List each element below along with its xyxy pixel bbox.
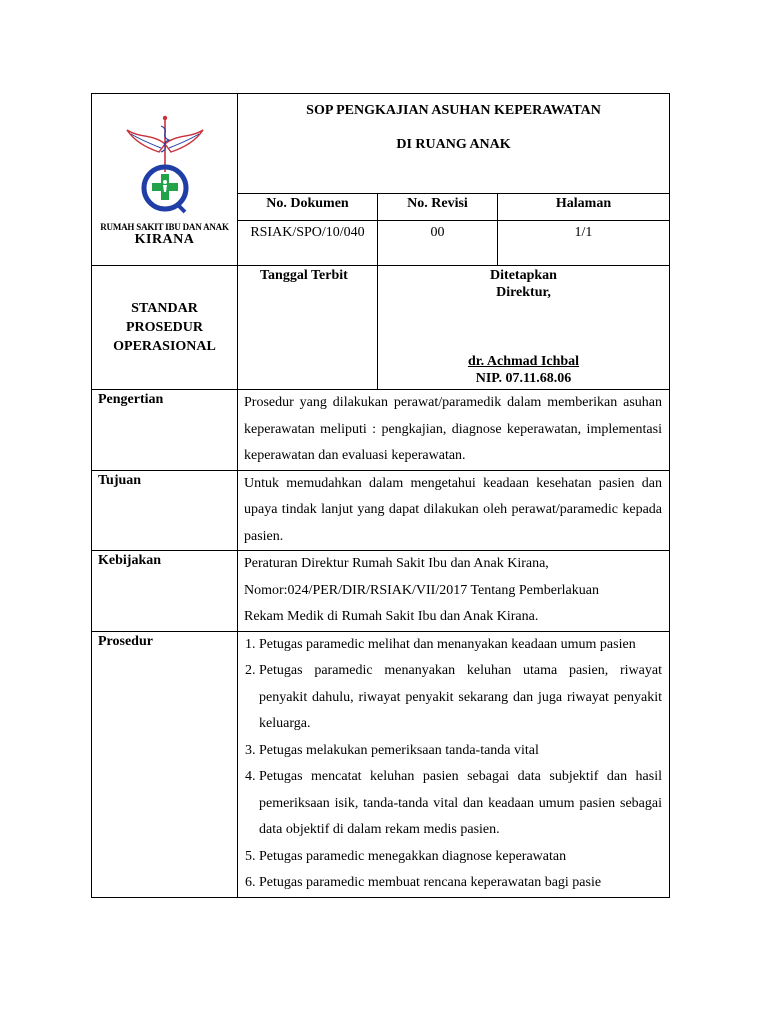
sop-table bbox=[91, 93, 670, 898]
document-title bbox=[238, 94, 670, 194]
set-label: Ditetapkan bbox=[490, 268, 557, 283]
prosedur-label: Prosedur bbox=[92, 631, 238, 897]
kebijakan-line-3: Rekam Medik di Rumah Sakit Ibu dan Anak Kirana. bbox=[244, 609, 539, 624]
page-label: Halaman bbox=[498, 194, 670, 221]
issue-date-cell bbox=[238, 266, 378, 390]
hospital-logo bbox=[119, 112, 211, 216]
prosedur-item: 2. Petugas paramedic menanyakan keluhan utama pasien, riwayat penyakit dahulu, riwayat penyakit sekarang dan juga riwayat penyakit keluarga. bbox=[259, 658, 662, 738]
signer-nip: NIP. 07.11.68.06 bbox=[475, 371, 572, 386]
pengertian-label: Pengertian bbox=[92, 390, 238, 471]
prosedur-list bbox=[244, 632, 662, 897]
kebijakan-cell bbox=[238, 551, 670, 632]
revision-label: No. Revisi bbox=[378, 194, 498, 221]
title-line-1: SOP PENGKAJIAN ASUHAN KEPERAWATAN bbox=[306, 103, 601, 118]
doc-number-value: RSIAK/SPO/10/040 bbox=[238, 221, 378, 266]
prosedur-item: 4. Petugas mencatat keluhan pasien sebagai data subjektif dan hasil pemeriksaan isik, tanda-tanda vital dan keadaan umum pasien sebagai data objektif di dalam rekam medis pasien. bbox=[259, 764, 662, 844]
prosedur-item: 3. Petugas melakukan pemeriksaan tanda-tanda vital bbox=[259, 738, 662, 765]
prosedur-item: 5. Petugas paramedic menegakkan diagnose keperawatan bbox=[259, 844, 662, 871]
kebijakan-label: Kebijakan bbox=[92, 551, 238, 632]
signer-name: dr. Achmad Ichbal bbox=[467, 354, 580, 369]
prosedur-item: 6. Petugas paramedic membuat rencana keperawatan bagi pasie bbox=[259, 870, 662, 897]
prosedur-cell bbox=[238, 631, 670, 897]
hospital-logo-cell bbox=[92, 94, 238, 266]
tujuan-label: Tujuan bbox=[92, 470, 238, 551]
revision-value: 00 bbox=[378, 221, 498, 266]
sop-label-line-2: PROSEDUR bbox=[125, 320, 203, 335]
sop-label-cell bbox=[92, 266, 238, 390]
title-line-2: DI RUANG ANAK bbox=[396, 137, 511, 152]
tujuan-text: Untuk memudahkan dalam mengetahui keadaan kesehatan pasien dan upaya tindak lanjut yang dapat dilakukan oleh perawat/paramedic kepada pasien. bbox=[238, 470, 670, 551]
hospital-name: KIRANA bbox=[134, 232, 195, 247]
sop-label-line-3: OPERASIONAL bbox=[113, 339, 216, 354]
prosedur-item: 1. Petugas paramedic melihat dan menanyakan keadaan umum pasien bbox=[259, 632, 662, 659]
kebijakan-line-1: Peraturan Direktur Rumah Sakit Ibu dan Anak Kirana, bbox=[244, 556, 549, 571]
doc-number-label: No. Dokumen bbox=[238, 194, 378, 221]
issue-date-label: Tanggal Terbit bbox=[260, 268, 348, 283]
approval-cell bbox=[378, 266, 670, 390]
page-value: 1/1 bbox=[498, 221, 670, 266]
sop-label-line-1: STANDAR bbox=[131, 301, 198, 316]
position-label: Direktur, bbox=[496, 285, 551, 300]
hospital-subtitle: RUMAH SAKIT IBU DAN ANAK bbox=[100, 222, 229, 232]
pengertian-text: Prosedur yang dilakukan perawat/paramedik dalam memberikan asuhan keperawatan meliputi : pengkajian, diagnose keperawatan, implementasi keperawatan dan evaluasi keperawatan. bbox=[238, 390, 670, 471]
kebijakan-line-2: Nomor:024/PER/DIR/RSIAK/VII/2017 Tentang Pemberlakuan bbox=[244, 582, 599, 598]
